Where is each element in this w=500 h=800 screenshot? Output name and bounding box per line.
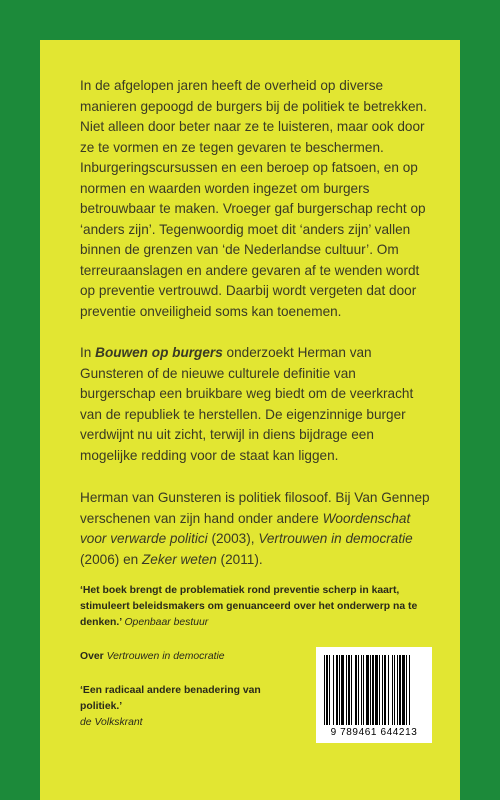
barcode-bar bbox=[384, 655, 386, 725]
book-title: Bouwen op burgers bbox=[95, 345, 223, 360]
blurb bbox=[80, 76, 435, 591]
barcode-bar bbox=[406, 655, 407, 725]
barcode-bar bbox=[355, 655, 357, 725]
blurb-paragraph-1: In de afgelopen jaren heeft de overheid op diverse manieren gepoogd de burgers bij de politiek te betrekken. Niet alleen door beter naar ze te luisteren, maar ook door ze te vormen en ze tegen gevaren te beschermen. Inburgeringscursussen en een beroep op fatsoen, en op normen en waarden worden ingezet om burgers betrouwbaar te maken. Vroeger gaf burgerschap recht op ‘anders zijn’. Tegenwoordig moet dit ‘anders zijn’ vallen binnen de grenzen van ‘de Nederlandse cultuur’. Om terreuraanslagen en andere gevaren af te wenden wordt op preventie vertrouwd. Daarbij wordt vergeten dat door preventie onveiligheid soms kan toenemen. bbox=[80, 78, 427, 319]
barcode-bar bbox=[346, 655, 347, 725]
barcode-bar bbox=[402, 655, 405, 725]
blurb-paragraph-2: In Bouwen op burgers onderzoekt Herman van Gunsteren of de nieuwe culturele definitie van burgerschap een bruikbare weg biedt om de veerkracht van de republiek te herstellen. De eigenzinnige burger verdwijnt nu uit zicht, terwijl in diens bijdrage een mogelijke redding voor de staat kan liggen. bbox=[80, 345, 414, 463]
barcode-bar bbox=[336, 655, 338, 725]
barcode-bar bbox=[366, 655, 369, 725]
barcode-bar bbox=[397, 655, 398, 725]
author-bio: Herman van Gunsteren is politiek filosoof. Bij Van Gennep verschenen van zijn hand onder andere Woordenschat voor verwarde politici (2003), Vertrouwen in democratie (2006) en Zeker weten (2011). bbox=[80, 490, 430, 567]
barcode-bar bbox=[394, 655, 395, 725]
barcode-bar bbox=[361, 655, 362, 725]
barcode-bar bbox=[382, 655, 383, 725]
barcode-bar bbox=[370, 655, 371, 725]
review-quote-2: ‘Een radicaal andere benadering van politiek.’ de Volkskrant bbox=[80, 683, 305, 731]
review-quote-1: ‘Het boek brengt de problematiek rond preventie scherp in kaart, stimuleert beleidsmakers om genuanceerd over het onderwerp na te denken.’ Openbaar bestuur bbox=[80, 585, 418, 628]
barcode-bar bbox=[363, 655, 364, 725]
barcode-bar bbox=[329, 655, 330, 725]
barcode bbox=[316, 647, 432, 743]
barcode-bar bbox=[409, 655, 410, 725]
quote-source: de Volkskrant bbox=[80, 717, 143, 728]
barcode-bar bbox=[326, 655, 328, 725]
quote-source: Openbaar bestuur bbox=[124, 617, 209, 628]
barcode-bar bbox=[392, 655, 393, 725]
barcode-bar bbox=[372, 655, 374, 725]
barcode-bar bbox=[388, 655, 389, 725]
barcode-bar bbox=[399, 655, 401, 725]
barcode-bar bbox=[341, 655, 344, 725]
barcode-bar bbox=[351, 655, 352, 725]
barcode-number: 9 789461 644213 bbox=[330, 727, 418, 738]
barcode-bar bbox=[348, 655, 350, 725]
barcode-bar bbox=[324, 655, 325, 725]
barcode-bar bbox=[358, 655, 359, 725]
barcode-bar bbox=[379, 655, 380, 725]
barcode-bar bbox=[339, 655, 340, 725]
over-line: Over Vertrouwen in democratie bbox=[80, 651, 225, 662]
barcode-bar bbox=[333, 655, 334, 725]
barcode-bar bbox=[375, 655, 378, 725]
